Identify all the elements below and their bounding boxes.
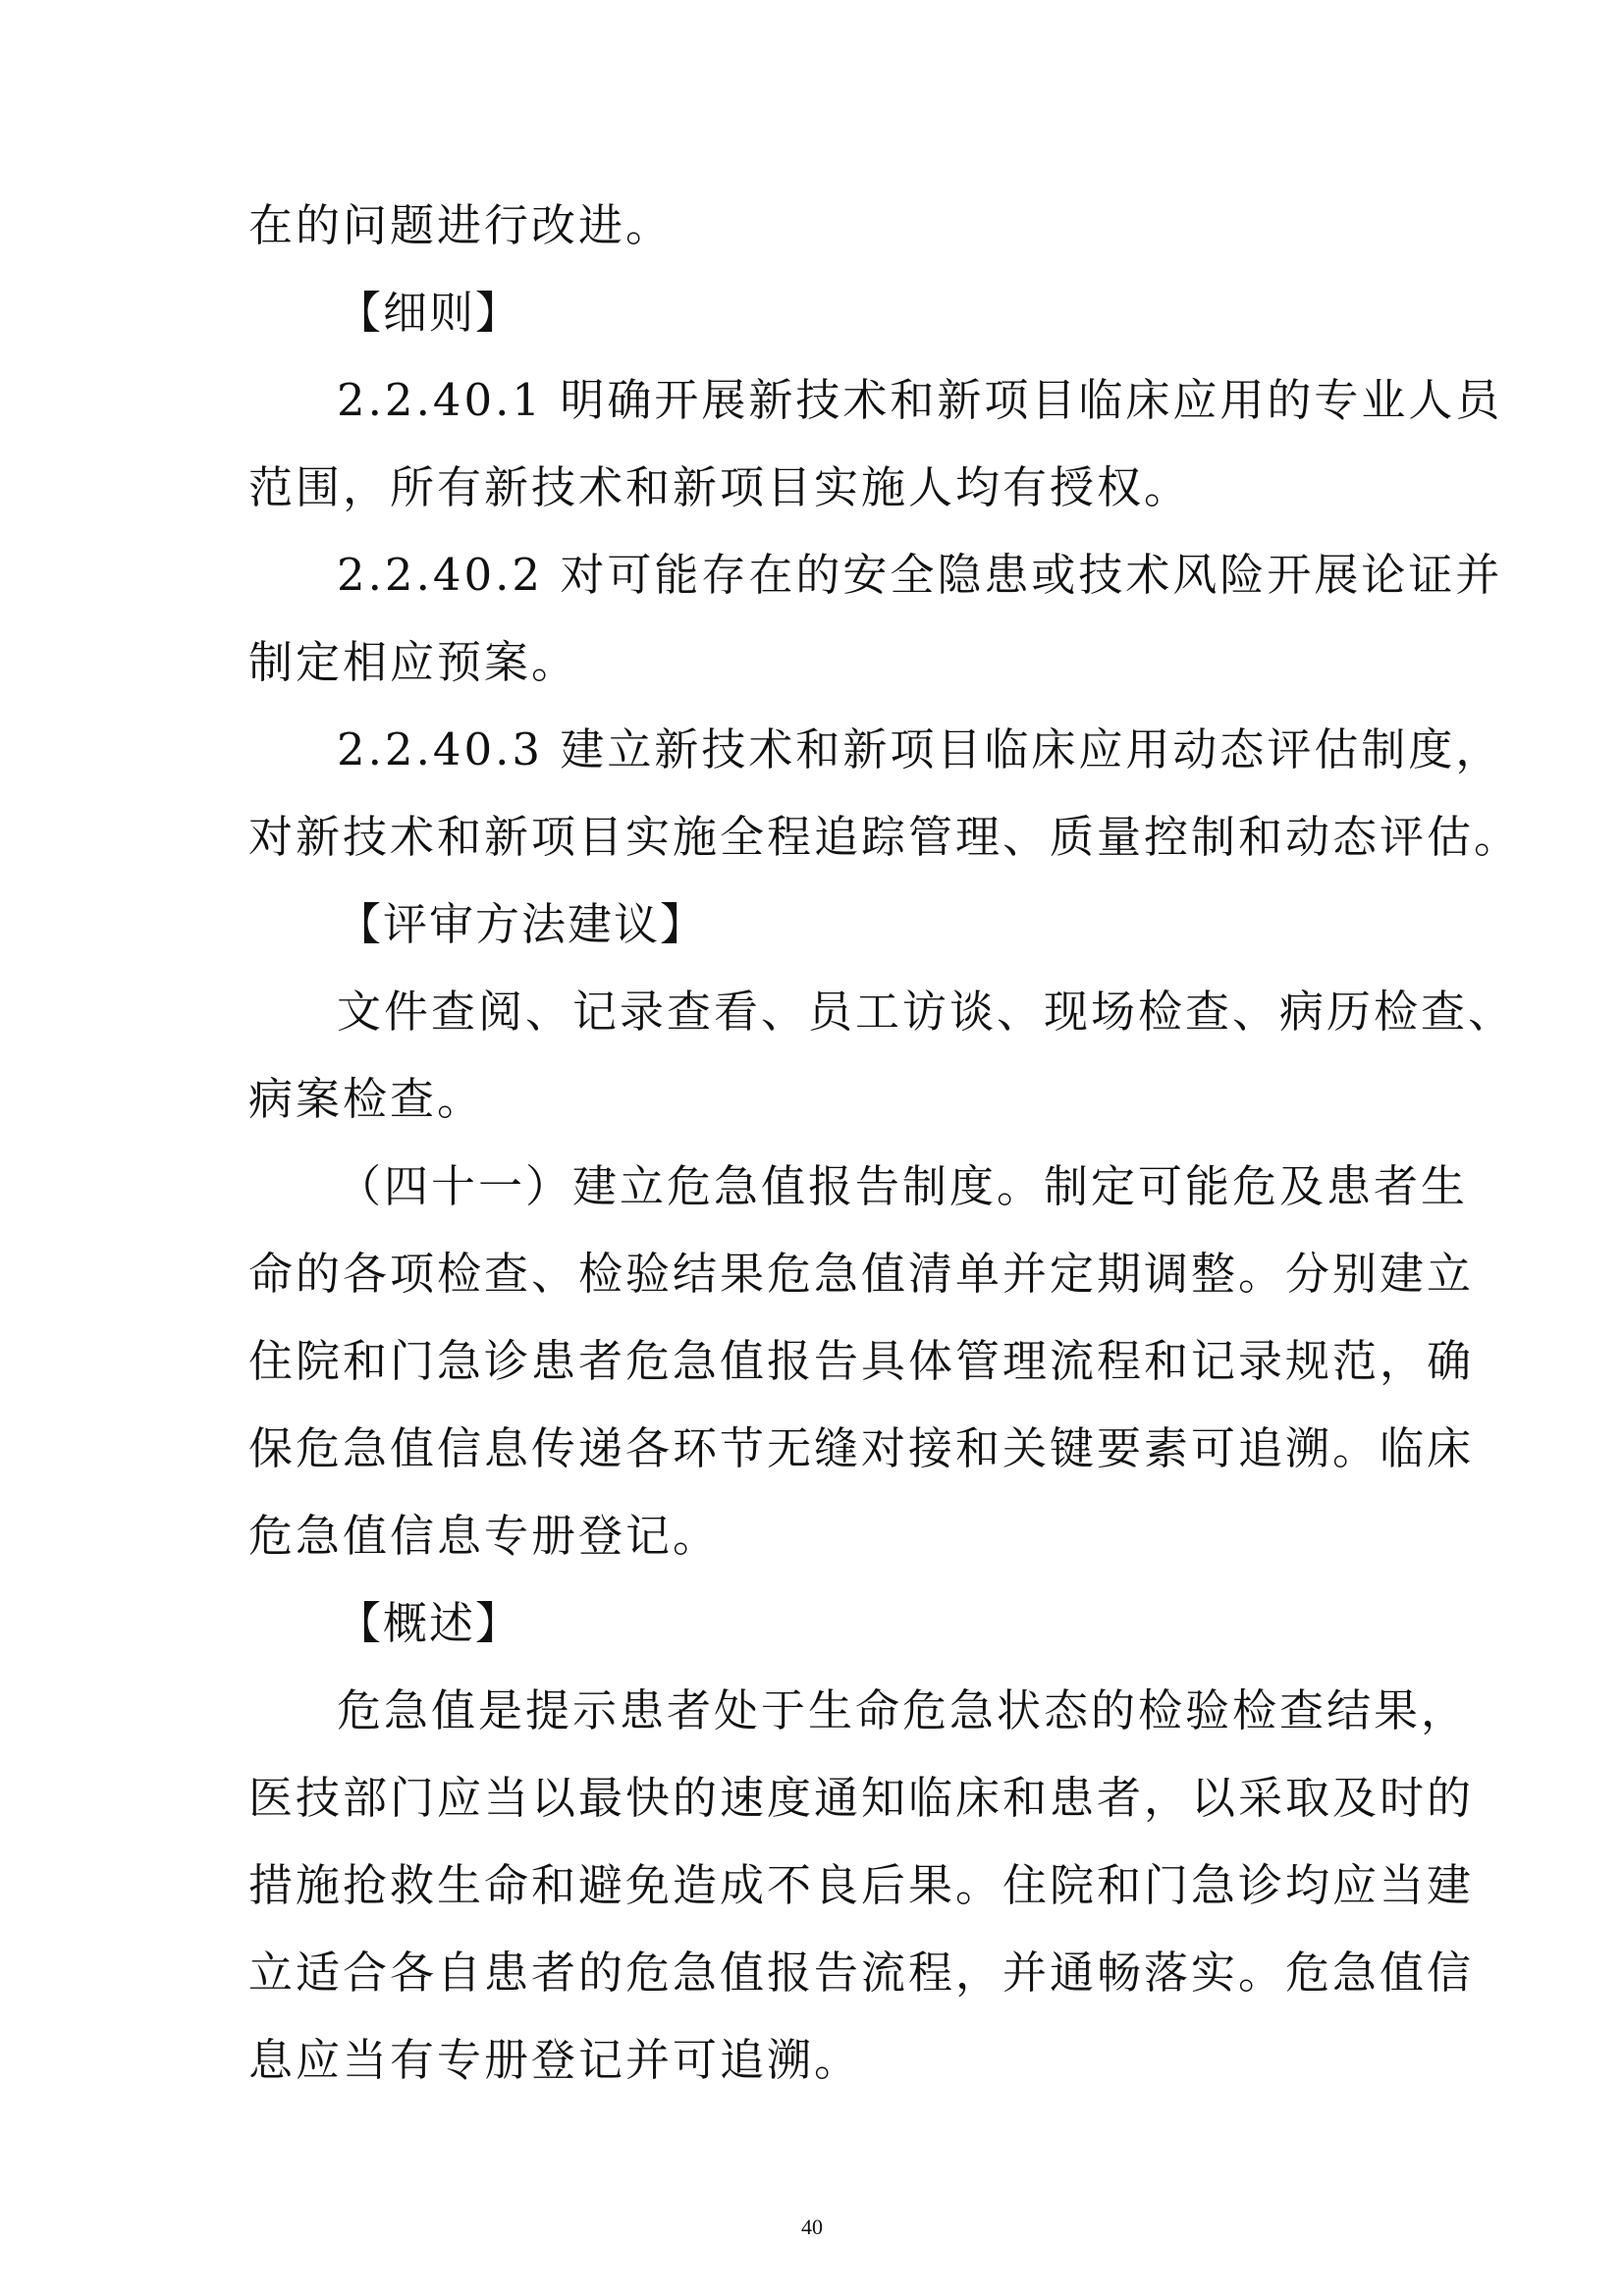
- text-line: 保危急值信息传递各环节无缝对接和关键要素可追溯。临床: [248, 1422, 1475, 1474]
- text-line: 住院和门急诊患者危急值报告具体管理流程和记录规范，确: [248, 1335, 1475, 1387]
- section-heading-review-methods: 【评审方法建议】: [337, 898, 707, 950]
- text-line: 立适合各自患者的危急值报告流程，并通畅落实。危急值信: [248, 1947, 1475, 1999]
- text-line: 病案检查。: [248, 1073, 485, 1125]
- text-line: 制定相应预案。: [248, 636, 579, 688]
- page-number: 40: [801, 2215, 823, 2239]
- text-line: 医技部门应当以最快的速度通知临床和患者，以采取及时的: [248, 1772, 1475, 1824]
- clause-2-2-40-3-line: 2.2.40.3 建立新技术和新项目临床应用动态评估制度，: [337, 723, 1503, 775]
- text-line: 命的各项检查、检验结果危急值清单并定期调整。分别建立: [248, 1248, 1475, 1300]
- text-line: 危急值信息专册登记。: [248, 1510, 721, 1562]
- text-line: 文件查阅、记录查看、员工访谈、现场检查、病历检查、: [337, 986, 1516, 1038]
- clause-2-2-40-2-line: 2.2.40.2 对可能存在的安全隐患或技术风险开展论证并: [337, 549, 1503, 601]
- article-41-line: （四十一）建立危急值报告制度。制定可能危及患者生: [337, 1160, 1469, 1212]
- text-line: 息应当有专册登记并可追溯。: [248, 2034, 862, 2086]
- text-line: 措施抢救生命和避免造成不良后果。住院和门急诊均应当建: [248, 1859, 1475, 1911]
- section-heading-overview: 【概述】: [337, 1597, 522, 1649]
- text-line: 危急值是提示患者处于生命危急状态的检验检查结果，: [337, 1684, 1469, 1736]
- section-heading-details: 【细则】: [337, 287, 522, 339]
- text-line: 在的问题进行改进。: [248, 199, 674, 251]
- clause-2-2-40-1-line: 2.2.40.1 明确开展新技术和新项目临床应用的专业人员: [337, 374, 1503, 426]
- text-line: 对新技术和新项目实施全程追踪管理、质量控制和动态评估。: [248, 811, 1522, 863]
- text-line: 范围，所有新技术和新项目实施人均有授权。: [248, 461, 1192, 513]
